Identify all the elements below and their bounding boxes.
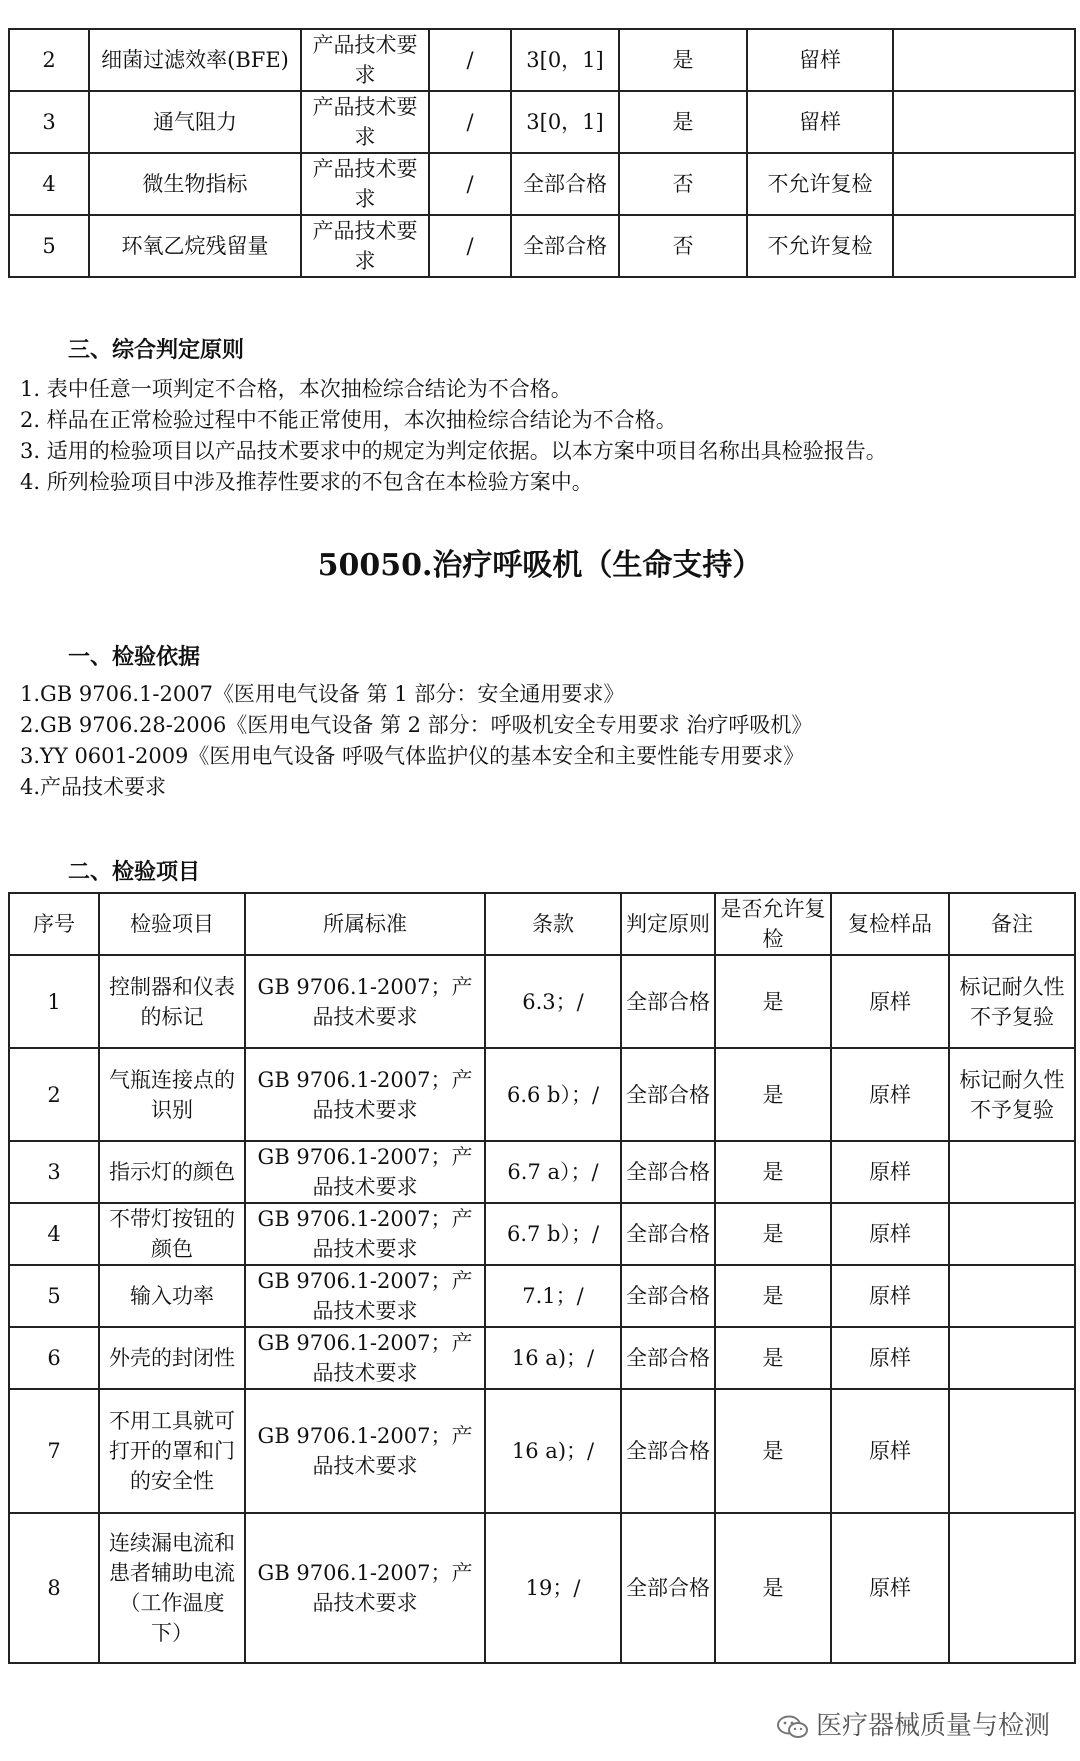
table-cell: GB 9706.1-2007；产品技术要求 <box>245 1513 485 1663</box>
table-cell: GB 9706.1-2007；产品技术要求 <box>245 1203 485 1265</box>
table-cell: GB 9706.1-2007；产品技术要求 <box>245 1265 485 1327</box>
table-cell: 否 <box>619 153 747 215</box>
table-cell: 全部合格 <box>511 153 619 215</box>
table-cell: 是 <box>715 1513 831 1663</box>
table-cell: 产品技术要求 <box>301 29 429 91</box>
table-row <box>9 1141 1075 1203</box>
table-cell: 否 <box>619 215 747 277</box>
basis-item: 1.GB 9706.1-2007《医用电气设备 第 1 部分：安全通用要求》 <box>20 682 625 706</box>
table-cell: 6 <box>9 1327 99 1389</box>
watermark <box>776 1705 1050 1742</box>
table-cell <box>949 1203 1075 1265</box>
watermark-text: 医疗器械质量与检测 <box>815 1711 1050 1741</box>
table-cell: 6.7 a）；/ <box>485 1141 621 1203</box>
table-cell: GB 9706.1-2007；产品技术要求 <box>245 1048 485 1141</box>
header-cell: 序号 <box>9 893 99 955</box>
table-cell: 5 <box>9 1265 99 1327</box>
table-cell: 原样 <box>831 955 949 1048</box>
table-cell <box>949 1513 1075 1663</box>
table-cell: 原样 <box>831 1389 949 1513</box>
table-cell: 连续漏电流和患者辅助电流（工作温度下） <box>99 1513 245 1663</box>
table-cell: 通气阻力 <box>89 91 301 153</box>
table-cell: 5 <box>9 215 89 277</box>
table-cell: 1 <box>9 955 99 1048</box>
basis-item: 3.YY 0601-2009《医用电气设备 呼吸气体监护仪的基本安全和主要性能专用要求》 <box>20 744 805 768</box>
table-cell: / <box>429 153 511 215</box>
table-cell: / <box>429 91 511 153</box>
table-cell: 不允许复检 <box>747 153 893 215</box>
basis-item: 2.GB 9706.28-2006《医用电气设备 第 2 部分：呼吸机安全专用要求 治疗呼吸机》 <box>20 713 813 737</box>
table-cell: 全部合格 <box>621 1513 715 1663</box>
table-cell: 原样 <box>831 1265 949 1327</box>
table-cell: 8 <box>9 1513 99 1663</box>
table-cell: 原样 <box>831 1513 949 1663</box>
header-cell: 复检样品 <box>831 893 949 955</box>
table-row <box>9 1203 1075 1265</box>
table-cell <box>949 1141 1075 1203</box>
table-cell: 是 <box>715 1048 831 1141</box>
judgment-item: 2. 样品在正常检验过程中不能正常使用，本次抽检综合结论为不合格。 <box>20 408 677 432</box>
header-cell: 检验项目 <box>99 893 245 955</box>
header-cell: 条款 <box>485 893 621 955</box>
table-cell: 3[0，1] <box>511 91 619 153</box>
table-cell: 2 <box>9 1048 99 1141</box>
table-cell: 全部合格 <box>621 1141 715 1203</box>
section-heading-items: 二、检验项目 <box>68 859 201 885</box>
table-cell: 是 <box>715 1203 831 1265</box>
table-cell: 是 <box>715 1265 831 1327</box>
table-cell: / <box>429 215 511 277</box>
table-cell: 全部合格 <box>621 1048 715 1141</box>
table-cell: 气瓶连接点的识别 <box>99 1048 245 1141</box>
table-cell: GB 9706.1-2007；产品技术要求 <box>245 955 485 1048</box>
table-cell: 微生物指标 <box>89 153 301 215</box>
table-row <box>9 153 1075 215</box>
table-cell: 全部合格 <box>621 1265 715 1327</box>
table-cell: 全部合格 <box>621 955 715 1048</box>
table-cell: 3 <box>9 1141 99 1203</box>
table-cell: 控制器和仪表的标记 <box>99 955 245 1048</box>
table-cell: 产品技术要求 <box>301 91 429 153</box>
table-cell <box>949 1265 1075 1327</box>
table-cell: 不用工具就可打开的罩和门的安全性 <box>99 1389 245 1513</box>
table-header-row <box>9 893 1075 955</box>
table-cell: 输入功率 <box>99 1265 245 1327</box>
table-cell: 是 <box>715 1327 831 1389</box>
table-cell: 是 <box>715 1389 831 1513</box>
table-cell: 是 <box>619 29 747 91</box>
table-cell: 环氧乙烷残留量 <box>89 215 301 277</box>
table-row <box>9 955 1075 1048</box>
table-cell: 细菌过滤效率(BFE) <box>89 29 301 91</box>
table-cell: 16 a)；/ <box>485 1327 621 1389</box>
table-cell: GB 9706.1-2007；产品技术要求 <box>245 1141 485 1203</box>
judgment-item: 3. 适用的检验项目以产品技术要求中的规定为判定依据。以本方案中项目名称出具检验报告。 <box>20 439 887 463</box>
header-cell: 是否允许复检 <box>715 893 831 955</box>
table-cell: 16 a)；/ <box>485 1389 621 1513</box>
table-cell: 不带灯按钮的颜色 <box>99 1203 245 1265</box>
table-cell: 19；/ <box>485 1513 621 1663</box>
table-cell: 全部合格 <box>621 1389 715 1513</box>
table-cell: 4 <box>9 153 89 215</box>
table-cell: 是 <box>619 91 747 153</box>
table-row <box>9 1265 1075 1327</box>
table-cell: 不允许复检 <box>747 215 893 277</box>
table-cell: 7 <box>9 1389 99 1513</box>
table-cell: 4 <box>9 1203 99 1265</box>
table-cell: 2 <box>9 29 89 91</box>
inspection-items-table <box>8 892 1076 1664</box>
table-row <box>9 1389 1075 1513</box>
table-cell: 是 <box>715 1141 831 1203</box>
table-row <box>9 215 1075 277</box>
table-cell: 产品技术要求 <box>301 153 429 215</box>
section-heading-basis: 一、检验依据 <box>68 644 201 670</box>
table-cell: 原样 <box>831 1203 949 1265</box>
table-cell: 标记耐久性不予复验 <box>949 955 1075 1048</box>
table-cell: 留样 <box>747 29 893 91</box>
table-row <box>9 1048 1075 1141</box>
wechat-icon <box>776 1715 810 1739</box>
table-row <box>9 1513 1075 1663</box>
judgment-item: 1. 表中任意一项判定不合格，本次抽检综合结论为不合格。 <box>20 377 572 401</box>
table-cell <box>893 29 1075 91</box>
table-cell <box>949 1389 1075 1513</box>
table-cell <box>949 1327 1075 1389</box>
table-cell: 全部合格 <box>511 215 619 277</box>
table-cell: 3[0，1] <box>511 29 619 91</box>
table-cell: 指示灯的颜色 <box>99 1141 245 1203</box>
table-cell: 6.6 b）；/ <box>485 1048 621 1141</box>
table-cell: 是 <box>715 955 831 1048</box>
header-cell: 备注 <box>949 893 1075 955</box>
table-cell: 6.3；/ <box>485 955 621 1048</box>
header-cell: 所属标准 <box>245 893 485 955</box>
table-cell: GB 9706.1-2007；产品技术要求 <box>245 1389 485 1513</box>
table-row <box>9 91 1075 153</box>
table-cell: GB 9706.1-2007；产品技术要求 <box>245 1327 485 1389</box>
table-row <box>9 29 1075 91</box>
section-heading-judgment: 三、综合判定原则 <box>68 337 245 363</box>
table-cell: 原样 <box>831 1327 949 1389</box>
table-cell: 产品技术要求 <box>301 215 429 277</box>
table-cell: 全部合格 <box>621 1327 715 1389</box>
spec-title: 50050.治疗呼吸机（生命支持） <box>317 548 763 583</box>
basis-item: 4.产品技术要求 <box>20 775 167 799</box>
table-cell <box>893 153 1075 215</box>
criteria-table-continued <box>8 28 1076 278</box>
table-cell: 原样 <box>831 1141 949 1203</box>
table-cell <box>893 215 1075 277</box>
judgment-item: 4. 所列检验项目中涉及推荐性要求的不包含在本检验方案中。 <box>20 470 593 494</box>
table-cell: 全部合格 <box>621 1203 715 1265</box>
table-cell: 3 <box>9 91 89 153</box>
table-cell: 原样 <box>831 1048 949 1141</box>
table-row <box>9 1327 1075 1389</box>
table-cell: 7.1；/ <box>485 1265 621 1327</box>
table-cell: 标记耐久性不予复验 <box>949 1048 1075 1141</box>
table-cell: 6.7 b）；/ <box>485 1203 621 1265</box>
table-cell: 外壳的封闭性 <box>99 1327 245 1389</box>
table-cell <box>893 91 1075 153</box>
header-cell: 判定原则 <box>621 893 715 955</box>
table-cell: 留样 <box>747 91 893 153</box>
table-cell: / <box>429 29 511 91</box>
